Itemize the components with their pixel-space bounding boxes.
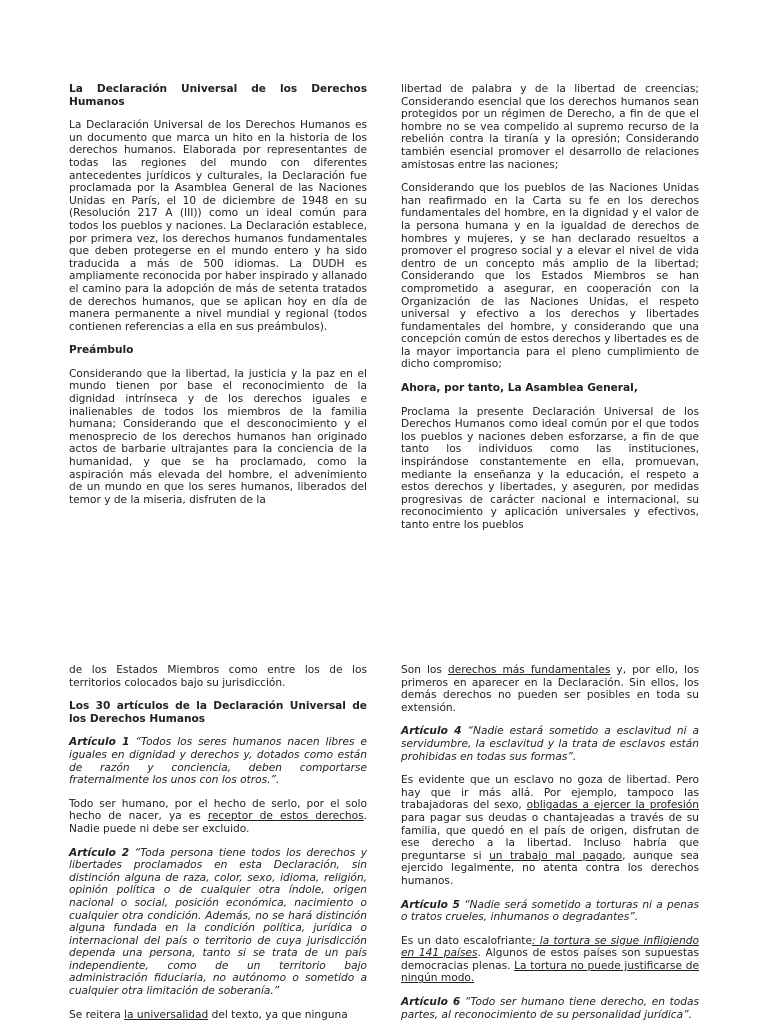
article-2-paragraph bbox=[69, 847, 367, 998]
article-2-label: Artículo 2 bbox=[69, 846, 130, 859]
proclama-continued-paragraph: de los Estados Miembros como entre los de los territorios colocados bajo su jurisdicción. bbox=[69, 664, 367, 689]
page2-column-left bbox=[69, 664, 367, 1021]
article-2-text: “Toda persona tiene todos los derechos y libertades proclamados en esta Declaración, sin distinción alguna de raza, color, sexo, idioma, religión, opinión política o de cualquier otra índole, origen nacional o social, posición económica, nacimiento o cualquier otra condición. Además, no se hará distinción alguna fundada en la condición política, jurídica o internacional del país o territorio de cuya jurisdicción dependa una persona, tanto si se trata de un país independiente, como de un territorio bajo administración fiduciaria, no autónomo o sometido a cualquier otra limitación de soberanía.” bbox=[69, 846, 367, 998]
article-4-commentary bbox=[401, 774, 699, 887]
preamble-paragraph: Considerando que la libertad, la justicia y la paz en el mundo tienen por base el reconocimiento de la dignidad intrínseca y de los derechos iguales e inalienables de todos los miembros de la familia humana; Considerando que el desconocimiento y el menosprecio de los derechos humanos han originado actos de barbarie ultrajantes para la conciencia de la humanidad, y que se ha proclamado, como la aspiración más elevada del hombre, el advenimiento de un mundo en que los seres humanos, liberados del temor y de la miseria, disfruten de la bbox=[69, 367, 367, 506]
proclama-paragraph: Proclama la presente Declaración Universal de los Derechos Humanos como ideal común por el que todos los pueblos y naciones deben esforzarse, a fin de que tanto los individuos como las instituciones, inspirándose constantemente en ella, promuevan, mediante la enseñanza y la educación, el respeto a estos derechos y libertades, y aseguren, por medidas progresivas de carácter nacional e internacional, su reconocimiento y aplicación universales y efectivos, tanto entre los pueblos bbox=[401, 405, 699, 531]
commentary-text: Es un dato escalofriante bbox=[401, 934, 532, 947]
obligadas-link[interactable]: obligadas a ejercer la profesión bbox=[526, 799, 700, 812]
article-1-commentary bbox=[69, 798, 367, 836]
derechos-fundamentales-link[interactable]: derechos más fundamentales bbox=[447, 664, 611, 676]
preamble-heading: Preámbulo bbox=[69, 344, 134, 357]
receptor-link[interactable]: receptor de estos derechos bbox=[207, 810, 364, 823]
article-5-label: Artículo 5 bbox=[401, 898, 460, 911]
article-4-paragraph bbox=[401, 725, 699, 763]
article-2-commentary bbox=[69, 1009, 367, 1022]
commentary-text: Son los bbox=[401, 664, 448, 676]
intro-paragraph: La Declaración Universal de los Derechos Humanos es un documento que marca un hito en la historia de los derechos humanos. Elaborada por representantes de todas las regiones del mundo con diferentes antecedentes jurídicos y culturales, la Declaración fue proclamada por la Asamblea General de las Naciones Unidas en París, el 10 de diciembre de 1948 en su (Resolución 217 A (III)) como un ideal común para todos los pueblos y naciones. La Declaración establece, por primera vez, los derechos humanos fundamentales que deben protegerse en el mundo entero y ha sido traducida a más de 500 idiomas. La DUDH es ampliamente reconocida por haber inspirado y allanado el camino para la adopción de más de setenta tratados de derechos humanos, que se aplican hoy en día de manera permanente a nivel mundial y regional (todos contienen referencias a ella en sus preámbulos). bbox=[69, 119, 367, 333]
trabajo-mal-pagado-link[interactable]: un trabajo mal pagado bbox=[489, 849, 623, 862]
article-3-commentary bbox=[401, 664, 699, 714]
article-1-paragraph bbox=[69, 736, 367, 786]
universalidad-link[interactable]: la universalidad bbox=[124, 1008, 209, 1021]
article-4-label: Artículo 4 bbox=[401, 725, 462, 738]
commentary-text: . Nadie puede ni debe ser excluido. bbox=[69, 810, 368, 835]
article-5-text: “Nadie será sometido a torturas ni a penas o tratos crueles, inhumanos o degradantes”. bbox=[401, 898, 699, 924]
commentary-text: Es evidente que un esclavo no goza de libertad. Pero hay que ir más allá. Por ejemplo, tampoco las trabajadoras del sexo, bbox=[401, 774, 699, 812]
commentary-text: . Algunos de estos países son supuestas democracias plenas. bbox=[401, 947, 699, 972]
commentary-text: Se reitera bbox=[69, 1008, 125, 1021]
articles-heading: Los 30 artículos de la Declaración Universal de los Derechos Humanos bbox=[69, 700, 367, 725]
article-1-label: Artículo 1 bbox=[69, 736, 130, 749]
page2-column-right bbox=[401, 664, 699, 1021]
page1-column-right bbox=[401, 83, 699, 532]
article-6-label: Artículo 6 bbox=[401, 996, 461, 1009]
preamble-continued-paragraph: libertad de palabra y de la libertad de creencias; Considerando esencial que los derechos humanos sean protegidos por un régimen de Derecho, a fin de que el hombre no se vea compelido al supremo recurso de la rebelión contra la tiranía y la opresión; Considerando también esencial promover el desarrollo de relaciones amistosas entre las naciones; bbox=[401, 83, 699, 171]
commentary-text: y, por ello, los primeros en aparecer en la Declaración. Sin ellos, los demás derechos no pueden ser posibles en toda su extensión. bbox=[401, 664, 699, 714]
commentary-text: , aunque sea ejercido legalmente, no atenta contra los derechos humanos. bbox=[401, 849, 699, 887]
document-title: La Declaración Universal de los Derechos Humanos bbox=[69, 83, 367, 108]
commentary-text: para pagar sus deudas o chantajeadas a través de su familia, que quedó en el país de origen, disfrutan de ese derecho a la libertad. Incluso habría que preguntarse si bbox=[401, 811, 699, 862]
article-6-paragraph bbox=[401, 996, 699, 1021]
article-6-text: “Todo ser humano tiene derecho, en todas partes, al reconocimiento de su personalidad jurídica”. bbox=[401, 996, 699, 1021]
commentary-text: Todo ser humano, por el hecho de serlo, por el solo hecho de nacer, ya es bbox=[69, 797, 367, 823]
article-5-commentary bbox=[401, 935, 699, 985]
considerando-paragraph: Considerando que los pueblos de las Naciones Unidas han reafirmado en la Carta su fe en los derechos fundamentales del hombre, en la dignidad y el valor de la persona humana y en la igualdad de derechos de hombres y mujeres, y se han declarado resueltos a promover el progreso social y a elevar el nivel de vida dentro de un concepto más amplio de la libertad; Considerando que los Estados Miembros se han comprometido a asegurar, en cooperación con la Organización de las Naciones Unidas, el respeto universal y efectivo a los derechos y libertades fundamentales del hombre, y considerando que una concepción común de estos derechos y libertades es de la mayor importancia para el pleno cumplimiento de dicho compromiso; bbox=[401, 182, 699, 371]
asamblea-heading: Ahora, por tanto, La Asamblea General, bbox=[401, 382, 638, 395]
page1-column-left bbox=[69, 83, 367, 506]
article-4-text: “Nadie estará sometido a esclavitud ni a servidumbre, la esclavitud y la trata de esclavos están prohibidas en todas sus formas”. bbox=[401, 725, 699, 763]
article-5-paragraph bbox=[401, 899, 699, 924]
tortura-link[interactable]: : la tortura se sigue infligiendo en 141 países bbox=[401, 934, 699, 960]
tortura-justificarse-link[interactable]: La tortura no puede justificarse de ningún modo. bbox=[401, 959, 699, 985]
article-1-text: “Todos los seres humanos nacen libres e iguales en dignidad y derechos y, dotados como están de razón y conciencia, deben comportarse fraternalmente los unos con los otros.”. bbox=[69, 736, 367, 787]
commentary-text: del texto, ya que ninguna bbox=[208, 1008, 348, 1021]
